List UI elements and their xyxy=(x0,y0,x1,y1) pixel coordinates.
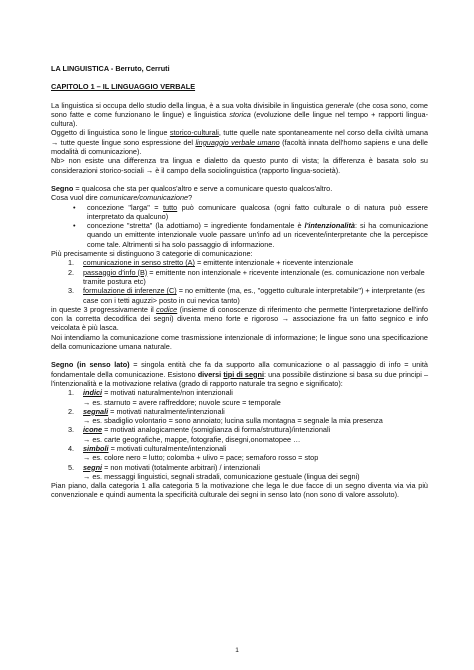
list-item: 3. formulazione di inferenze (C) = no emittente (ma, es., "oggetto culturale interpretabile") + interpretante (es case con i tetti aguzzi> posto in cui nevica tanto) xyxy=(68,286,425,305)
page-number: 1 xyxy=(235,647,239,654)
codice-paragraph: in queste 3 progressivamente il codice (insieme di conoscenze di riferimento che permette l'interpretazione dell'info con la corretta decodifica dei segni) diventa meno forte e rigoroso → associazione fra un fatto segnico e info veicolata è più lasca. xyxy=(51,304,428,333)
comunicazione-question: Cosa vuol dire comunicare/comunicazione? xyxy=(51,193,193,203)
comunicazione-paragraph: Noi intendiamo la comunicazione come trasmissione intenzionale di informazione; le lingue sono una specificazione della comunicazione umana naturale. xyxy=(51,332,428,352)
list-item: 3. icone = motivati analogicamente (somiglianza di forma/struttura)/intenzionali xyxy=(68,425,331,435)
intro-paragraph-2: Oggetto di linguistica sono le lingue storico-culturali, tutte quelle nate spontaneamente nel corso della civiltà umana → tutte queste lingue sono espressione del linguaggio verbale umano (facoltà innata dell'homo sapiens e una delle modalità di comunicazione). xyxy=(51,128,428,157)
list-example: → es. starnuto = avere raffreddore; nuvole scure = temporale xyxy=(83,397,281,407)
segno-lato-definition: Segno (in senso lato) = singola entità che fa da supporto alla comunicazione o al passaggio di info = unità fondamentale della comunicazione. Esistono diversi tipi di segni: una possibile distinzione si basa su due principi – l'intenzionalità e la motivazione relativa (grado di rapporto naturale tra segno e significato): xyxy=(51,360,429,388)
list-item: • concezione "stretta" (la adottiamo) = ingrediente fondamentale è l'intenzionalità: si ha comunicazione quando un emittente intenzionale vuole passare un'info ad un ricevente/interpretante che la percepisce come tale. Altrimenti si ha solo passaggio di informazione. xyxy=(73,221,428,249)
list-example: → es. sbadiglio volontario = sono annoiato; lucina sulla montagna = segnale la mia presenza xyxy=(83,416,383,426)
list-example: → es. carte geografiche, mappe, fotografie, disegni,onomatopee … xyxy=(83,434,301,444)
categorie-intro: Più precisamente si distinguono 3 categorie di comunicazione: xyxy=(51,249,253,259)
intro-paragraph-1: La linguistica si occupa dello studio della lingua, è a sua volta divisibile in linguistica generale (che cosa sono, come sono fatte e come funzionano le lingue) e linguistica storica (evoluzione delle lingue nel tempo + rapporti lingua-cultura). xyxy=(51,100,428,129)
tipi-segni-list xyxy=(68,388,428,481)
list-item: 1. indici = motivati naturalmente/non intenzionali xyxy=(68,388,233,398)
categorie-list xyxy=(68,258,428,304)
list-item: • concezione "larga" = tutto può comunicare qualcosa (ogni fatto culturale o di natura può essere interpretato da qualcuno) xyxy=(73,203,428,222)
list-item: 2. segnali = motivati naturalmente/intenzionali xyxy=(68,406,225,416)
chapter-title: CAPITOLO 1 – IL LINGUAGGIO VERBALE xyxy=(51,82,196,92)
list-item: 2. passaggio d'info (B) = emittente non intenzionale + ricevente intenzionale (es. comunicazione non verbale tramite postura etc) xyxy=(68,267,425,286)
document-header: LA LINGUISTICA - Berruto, Cerruti xyxy=(51,64,170,73)
list-item: 1. comunicazione in senso stretto (A) = emittente intenzionale + ricevente intenzionale xyxy=(68,258,354,268)
list-example: → es. messaggi linguistici, segnali stradali, comunicazione gestuale (lingua dei segni) xyxy=(83,471,360,481)
segno-definition: Segno = qualcosa che sta per qualcos'altro e serve a comunicare questo qualcos'altro. xyxy=(51,183,333,193)
comunicazione-bullets xyxy=(73,203,428,249)
conclusion-paragraph: Pian piano, dalla categoria 1 alla categoria 5 la motivazione che lega le due facce di un segno diventa via via più convenzionale e quindi aumenta la specificità culturale dei segni in senso lato (non sono di valore assoluto). xyxy=(51,481,428,500)
list-item: 4. simboli = motivati culturalmente/intenzionali xyxy=(68,443,227,453)
list-item: 5. segni = non motivati (totalmente arbitrari) / intenzionali xyxy=(68,462,261,472)
list-example: → es. colore nero = lutto; colomba + ulivo = pace; semaforo rosso = stop xyxy=(83,453,319,463)
intro-paragraph-3: Nb> non esiste una differenza tra lingua e dialetto da questo punto di vista; la differenza è basata solo su considerazioni storico-sociali → è il campo della sociolinguistica (rapporto lingua-società). xyxy=(51,156,428,175)
